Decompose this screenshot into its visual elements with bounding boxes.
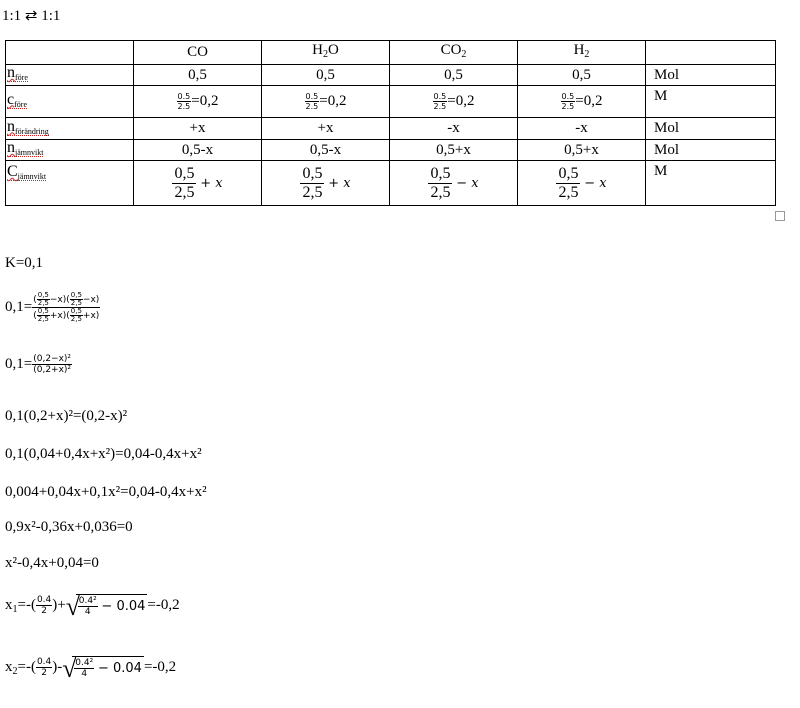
equilibrium-table — [5, 40, 776, 206]
table-row-n-jamnvikt — [6, 140, 776, 161]
solution-x1: $x_1=-$( $\frac{0.4}{2}$ )+ √ $\frac{\text{0.4²}}{4}$ − 0.04 =-0,2 — [5, 592, 180, 621]
cell: $\frac{0,5}{2,5}$ + x — [262, 161, 390, 206]
table-row-n-fore — [6, 65, 776, 86]
cell: $\frac{0,5}{2,5}$ − x — [390, 161, 518, 206]
cell: $\frac{0,5}{2,5}$ − x — [518, 161, 646, 206]
k-value-line: K=0,1 — [5, 255, 44, 271]
header-co2: $CO_2$ — [390, 41, 518, 65]
cell: 0,5 — [134, 65, 262, 86]
cell: 0,5 — [518, 65, 646, 86]
equation-2: 0,1= $\frac{\text{(0,2−x)²}}{\text{(0,2+x)²}}$ — [5, 354, 72, 375]
equation-5: 0,004+0,04x+0,1x²=0,04-0,4x+x² — [5, 484, 207, 500]
cell: 0,5-x — [134, 140, 262, 161]
header-h2o: $H_2O$ — [262, 41, 390, 65]
sqrt-symbol: √ $\frac{\text{0.4²}}{4}$ − 0.04 — [62, 654, 142, 683]
unit-cell: Mol — [646, 118, 776, 140]
solution-x2: $x_2=-$( $\frac{0.4}{2}$ )- √ $\frac{\text{0.4²}}{4}$ − 0.04 =-0,2 — [5, 654, 177, 683]
table-resize-handle[interactable] — [775, 211, 785, 221]
cell: 0,5-x — [262, 140, 390, 161]
unit-cell: M — [646, 86, 776, 118]
cell: $\frac{0.5}{2.5}$ =0,2 — [390, 86, 518, 118]
cell: 0,5+x — [518, 140, 646, 161]
cell: 0,5 — [390, 65, 518, 86]
sqrt-symbol: √ $\frac{\text{0.4²}}{4}$ − 0.04 — [65, 592, 146, 621]
unit-cell: Mol — [646, 140, 776, 161]
equation-4: 0,1(0,04+0,4x+x²)=0,04-0,4x+x² — [5, 446, 202, 462]
header-h2: $H_2$ — [518, 41, 646, 65]
equation-3: 0,1(0,2+x)²=(0,2-x)² — [5, 408, 128, 424]
table-header-row — [6, 41, 776, 65]
equation-6: 0,9x²-0,36x+0,036=0 — [5, 519, 133, 535]
unit-cell: M — [646, 161, 776, 206]
row-label: $n_{före}$ — [6, 65, 134, 86]
cell: 0,5 — [262, 65, 390, 86]
header-cell-empty — [6, 41, 134, 65]
cell: -x — [390, 118, 518, 140]
cell: $\frac{0.5}{2.5}$ =0,2 — [518, 86, 646, 118]
unit-cell: Mol — [646, 65, 776, 86]
cell: $\frac{0.5}{2.5}$ =0,2 — [134, 86, 262, 118]
table-row-n-forandring — [6, 118, 776, 140]
row-label: $n_{jämnvikt}$ — [6, 140, 134, 161]
equation-7: x²-0,4x+0,04=0 — [5, 555, 99, 571]
row-label: $C_{jämnvikt}$ — [6, 161, 134, 206]
table-row-c-fore — [6, 86, 776, 118]
cell: 0,5+x — [390, 140, 518, 161]
row-label: $n_{förändring}$ — [6, 118, 134, 140]
cell: $\frac{0,5}{2,5}$ + x — [134, 161, 262, 206]
equation-1: 0,1= ( $\frac{0,5}{2,5}$ −x)( $\frac{0,5}{2,5}$ −x) ( $\frac{0,5}{2,5}$ +x)( $\frac{0,5}{2,5}$ +x) — [5, 291, 100, 323]
table-row-c-jamnvikt — [6, 161, 776, 206]
cell: +x — [262, 118, 390, 140]
row-label: $c_{före}$ — [6, 86, 134, 118]
reaction-ratio-header: 1:1 ⇄ 1:1 — [2, 8, 61, 24]
cell: -x — [518, 118, 646, 140]
header-co: CO — [134, 41, 262, 65]
cell: $\frac{0.5}{2.5}$ =0,2 — [262, 86, 390, 118]
cell: +x — [134, 118, 262, 140]
header-unit-empty — [646, 41, 776, 65]
